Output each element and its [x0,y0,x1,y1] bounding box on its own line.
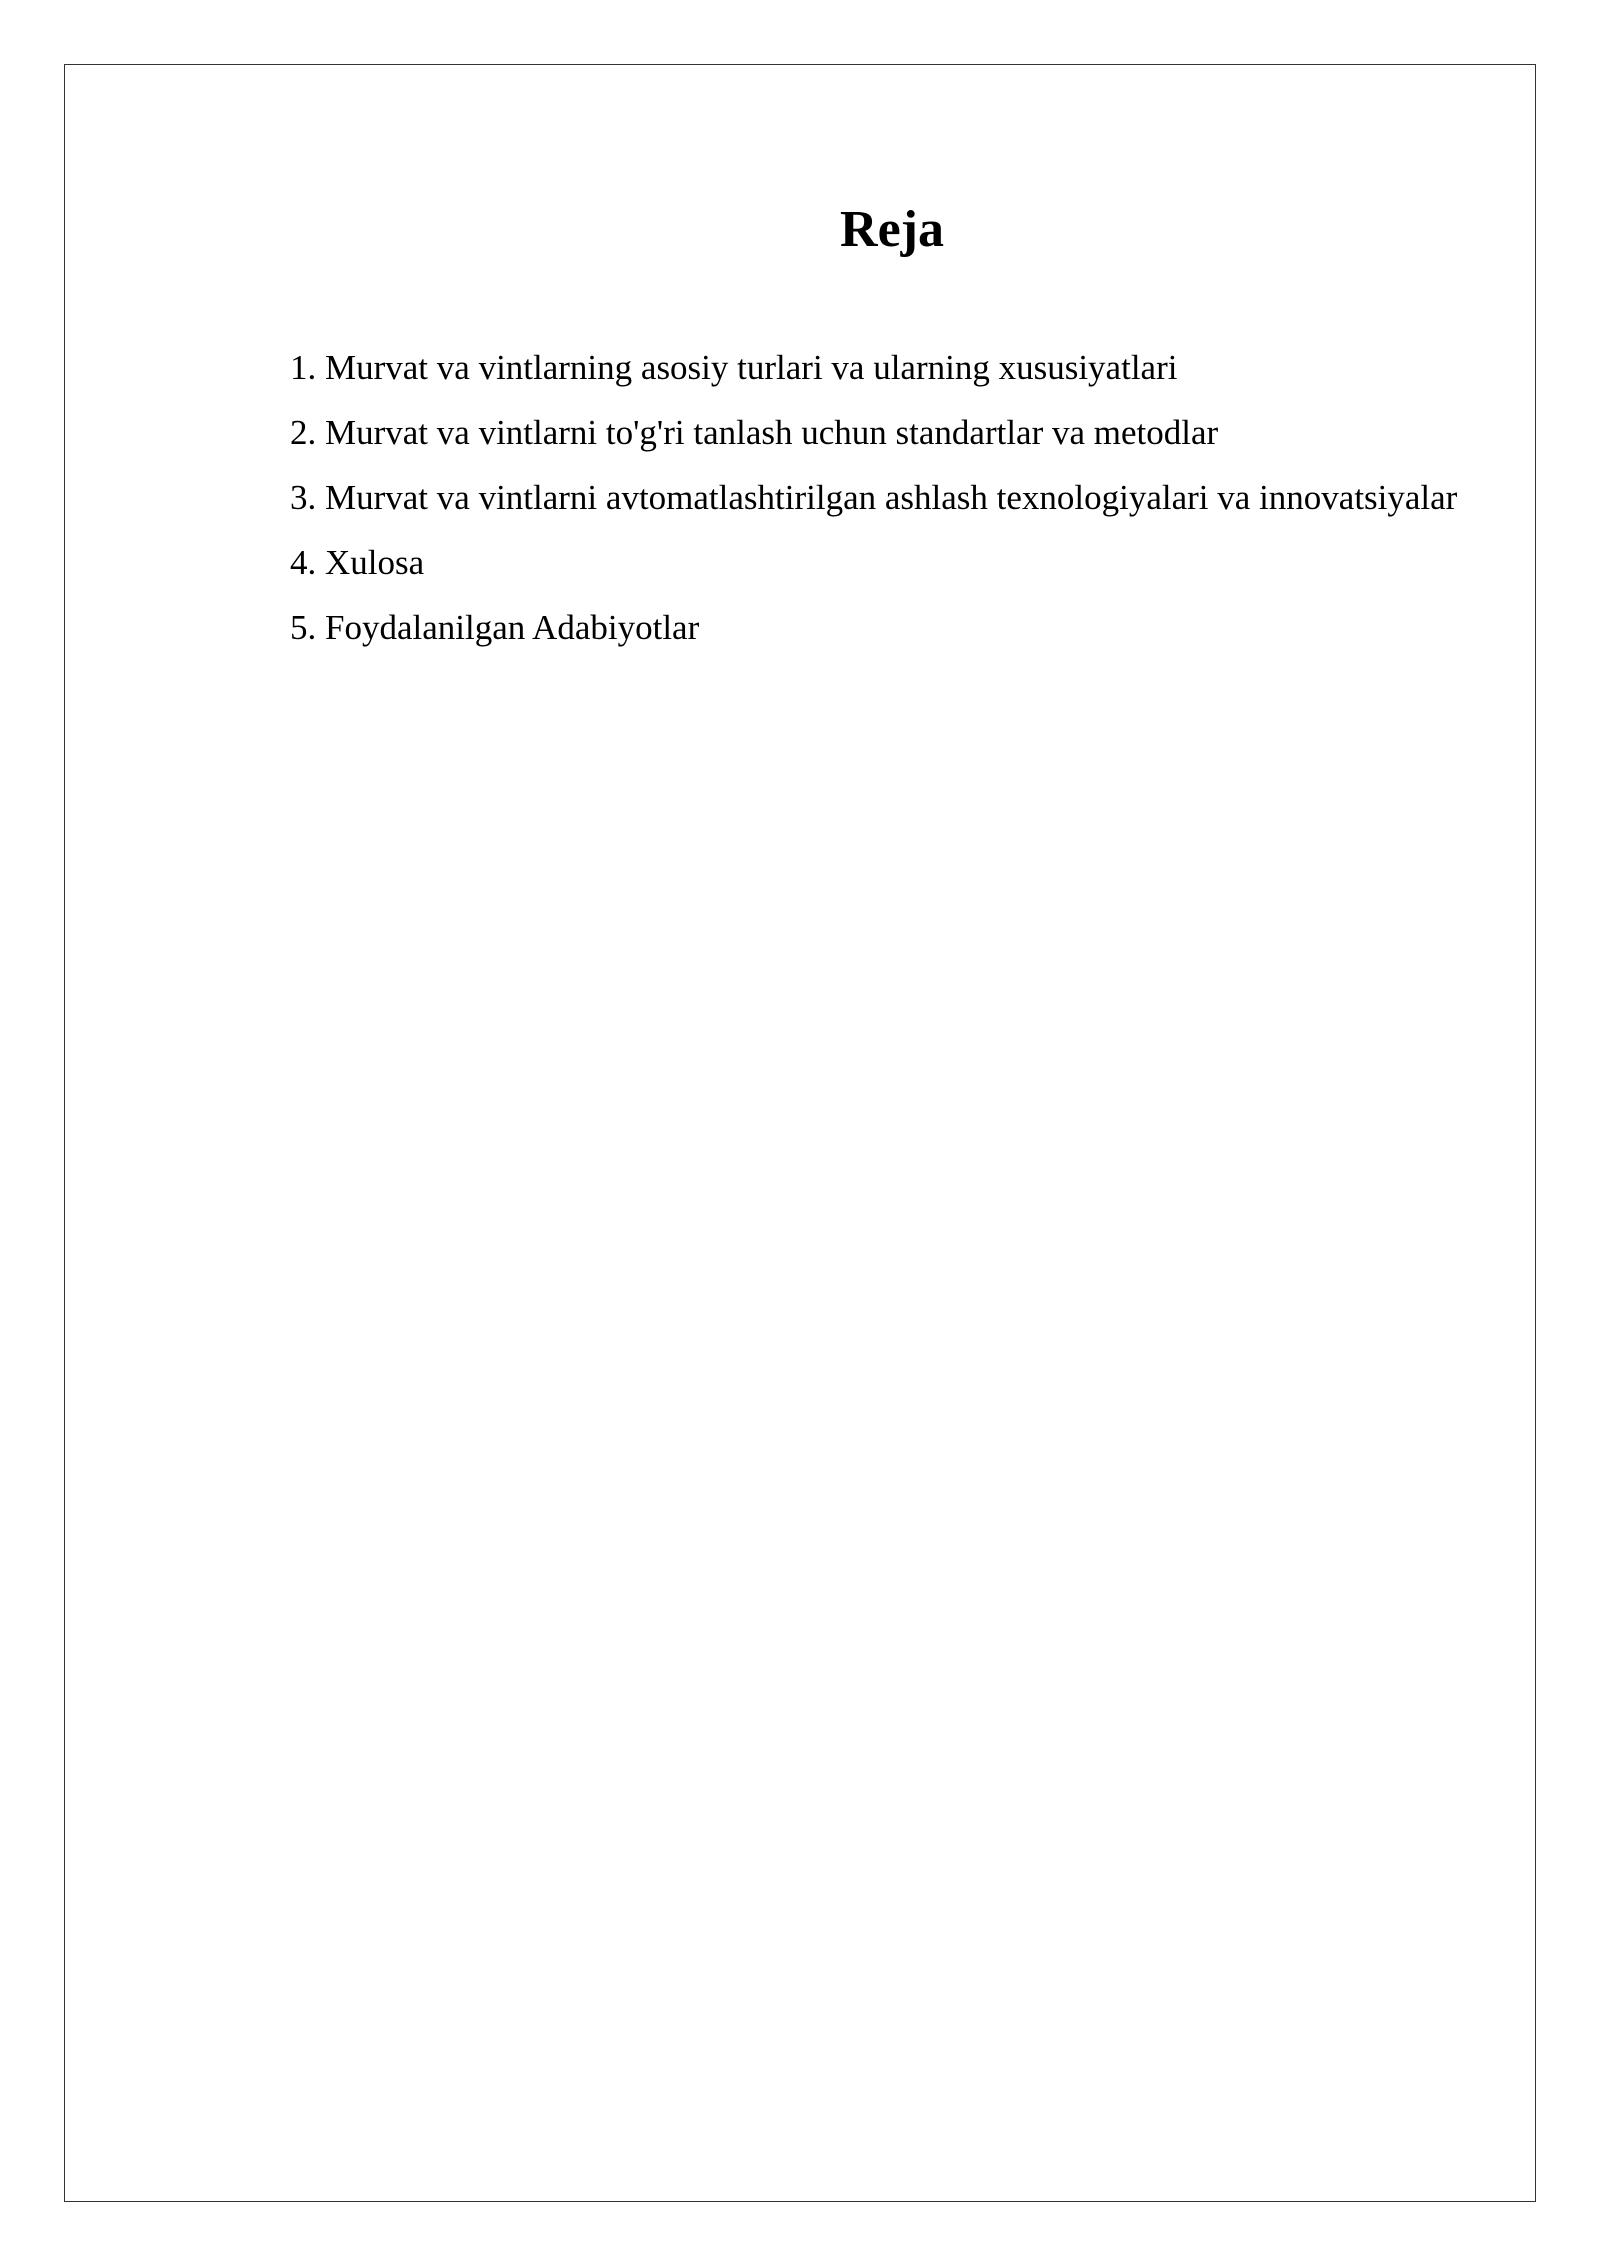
plan-item-4: 4. Xulosa [290,543,425,582]
page-title: Reja [840,201,944,258]
plan-item-3: 3. Murvat va vintlarni avtomatlashtirilgan ashlash texnologiyalari va innovatsiyalar [290,478,1458,517]
plan-item-5: 5. Foydalanilgan Adabiyotlar [290,608,700,647]
plan-item-1: 1. Murvat va vintlarning asosiy turlari va ularning xususiyatlari [290,348,1178,387]
plan-list [228,335,1488,660]
plan-item-2: 2. Murvat va vintlarni to'g'ri tanlash uchun standartlar va metodlar [290,413,1219,452]
